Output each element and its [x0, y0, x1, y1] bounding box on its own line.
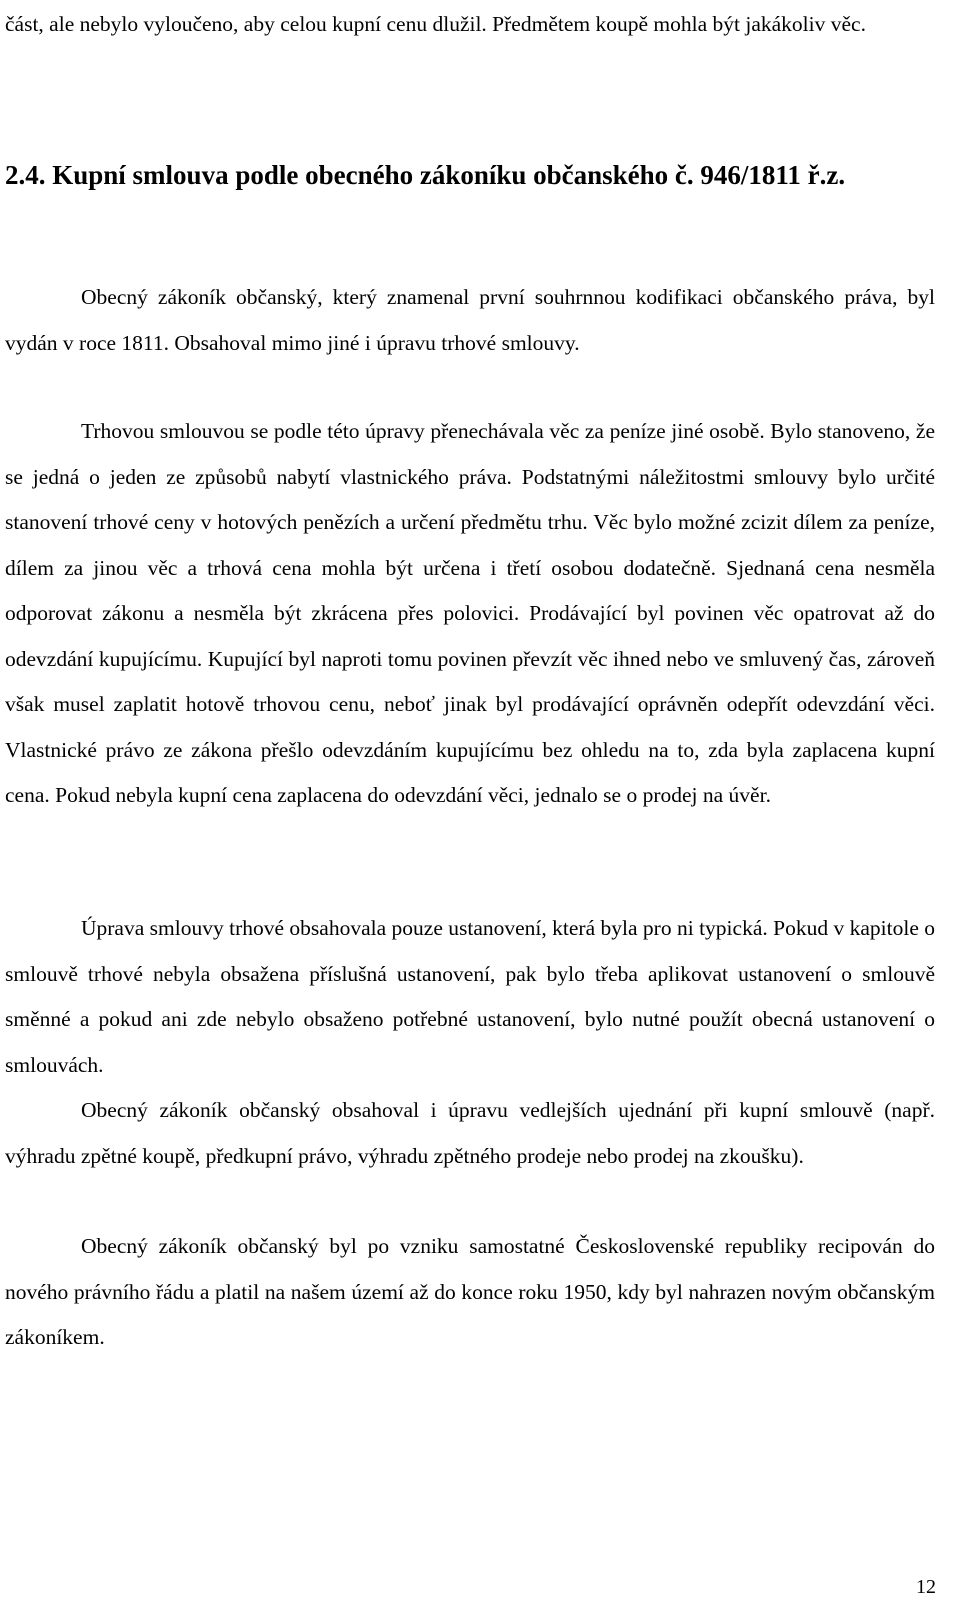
paragraph-purchase-contract: Trhovou smlouvou se podle této úpravy přenechávala věc za peníze jiné osobě. Bylo stanoveno, že se jedná o jeden ze způsobů nabytí vlastnického práva. Podstatnými náležitostmi smlouvy bylo určité stanovení trhové ceny v hotových penězích a určení předmětu trhu. Věc bylo možné zcizit dílem za peníze, dílem za jinou věc a trhová cena mohla být určena i třetí osobou dodatečně. Sjednaná cena nesměla odporovat zákonu a nesměla být zkrácena přes polovici. Prodávající byl povinen věc opatrovat až do odevzdání kupujícímu. Kupující byl naproti tomu povinen převzít věc ihned nebo ve smluvený čas, zároveň však musel zaplatit hotově trhovou cenu, neboť jinak byl prodávající oprávněn odepřít odevzdání věci. Vlastnické právo ze zákona přešlo odevzdáním kupujícímu bez ohledu na to, zda byla zaplacena kupní cena. Pokud nebyla kupní cena zaplacena do odevzdání věci, jednalo se o prodej na úvěr. — [5, 419, 935, 807]
paragraph-ancillary-agreements: Obecný zákoník občanský obsahoval i úpravu vedlejších ujednání při kupní smlouvě (např. výhradu zpětné koupě, předkupní právo, výhradu zpětného prodeje nebo prodej na zkoušku). — [5, 1098, 935, 1168]
paragraph-reception: Obecný zákoník občanský byl po vzniku samostatné Československé republiky recipován do nového právního řádu a platil na našem území až do konce roku 1950, kdy byl nahrazen novým občanským zákoníkem. — [5, 1234, 935, 1349]
page-number: 12 — [916, 1576, 936, 1598]
paragraph-continuation: část, ale nebylo vyloučeno, aby celou kupní cenu dlužil. Předmětem koupě mohla být jakákoliv věc. — [5, 12, 866, 36]
section-heading: 2.4. Kupní smlouva podle obecného zákoníku občanského č. 946/1811 ř.z. — [5, 160, 846, 190]
paragraph-contract-provisions: Úprava smlouvy trhové obsahovala pouze ustanovení, která byla pro ni typická. Pokud v kapitole o smlouvě trhové nebyla obsažena příslušná ustanovení, pak bylo třeba aplikovat ustanovení o smlouvě směnné a pokud ani zde nebylo obsaženo potřebné ustanovení, bylo nutné použít obecná ustanovení o smlouvách. — [5, 916, 935, 1077]
paragraph-civil-code-intro: Obecný zákoník občanský, který znamenal první souhrnnou kodifikaci občanského práva, byl vydán v roce 1811. Obsahoval mimo jiné i úpravu trhové smlouvy. — [5, 285, 935, 355]
